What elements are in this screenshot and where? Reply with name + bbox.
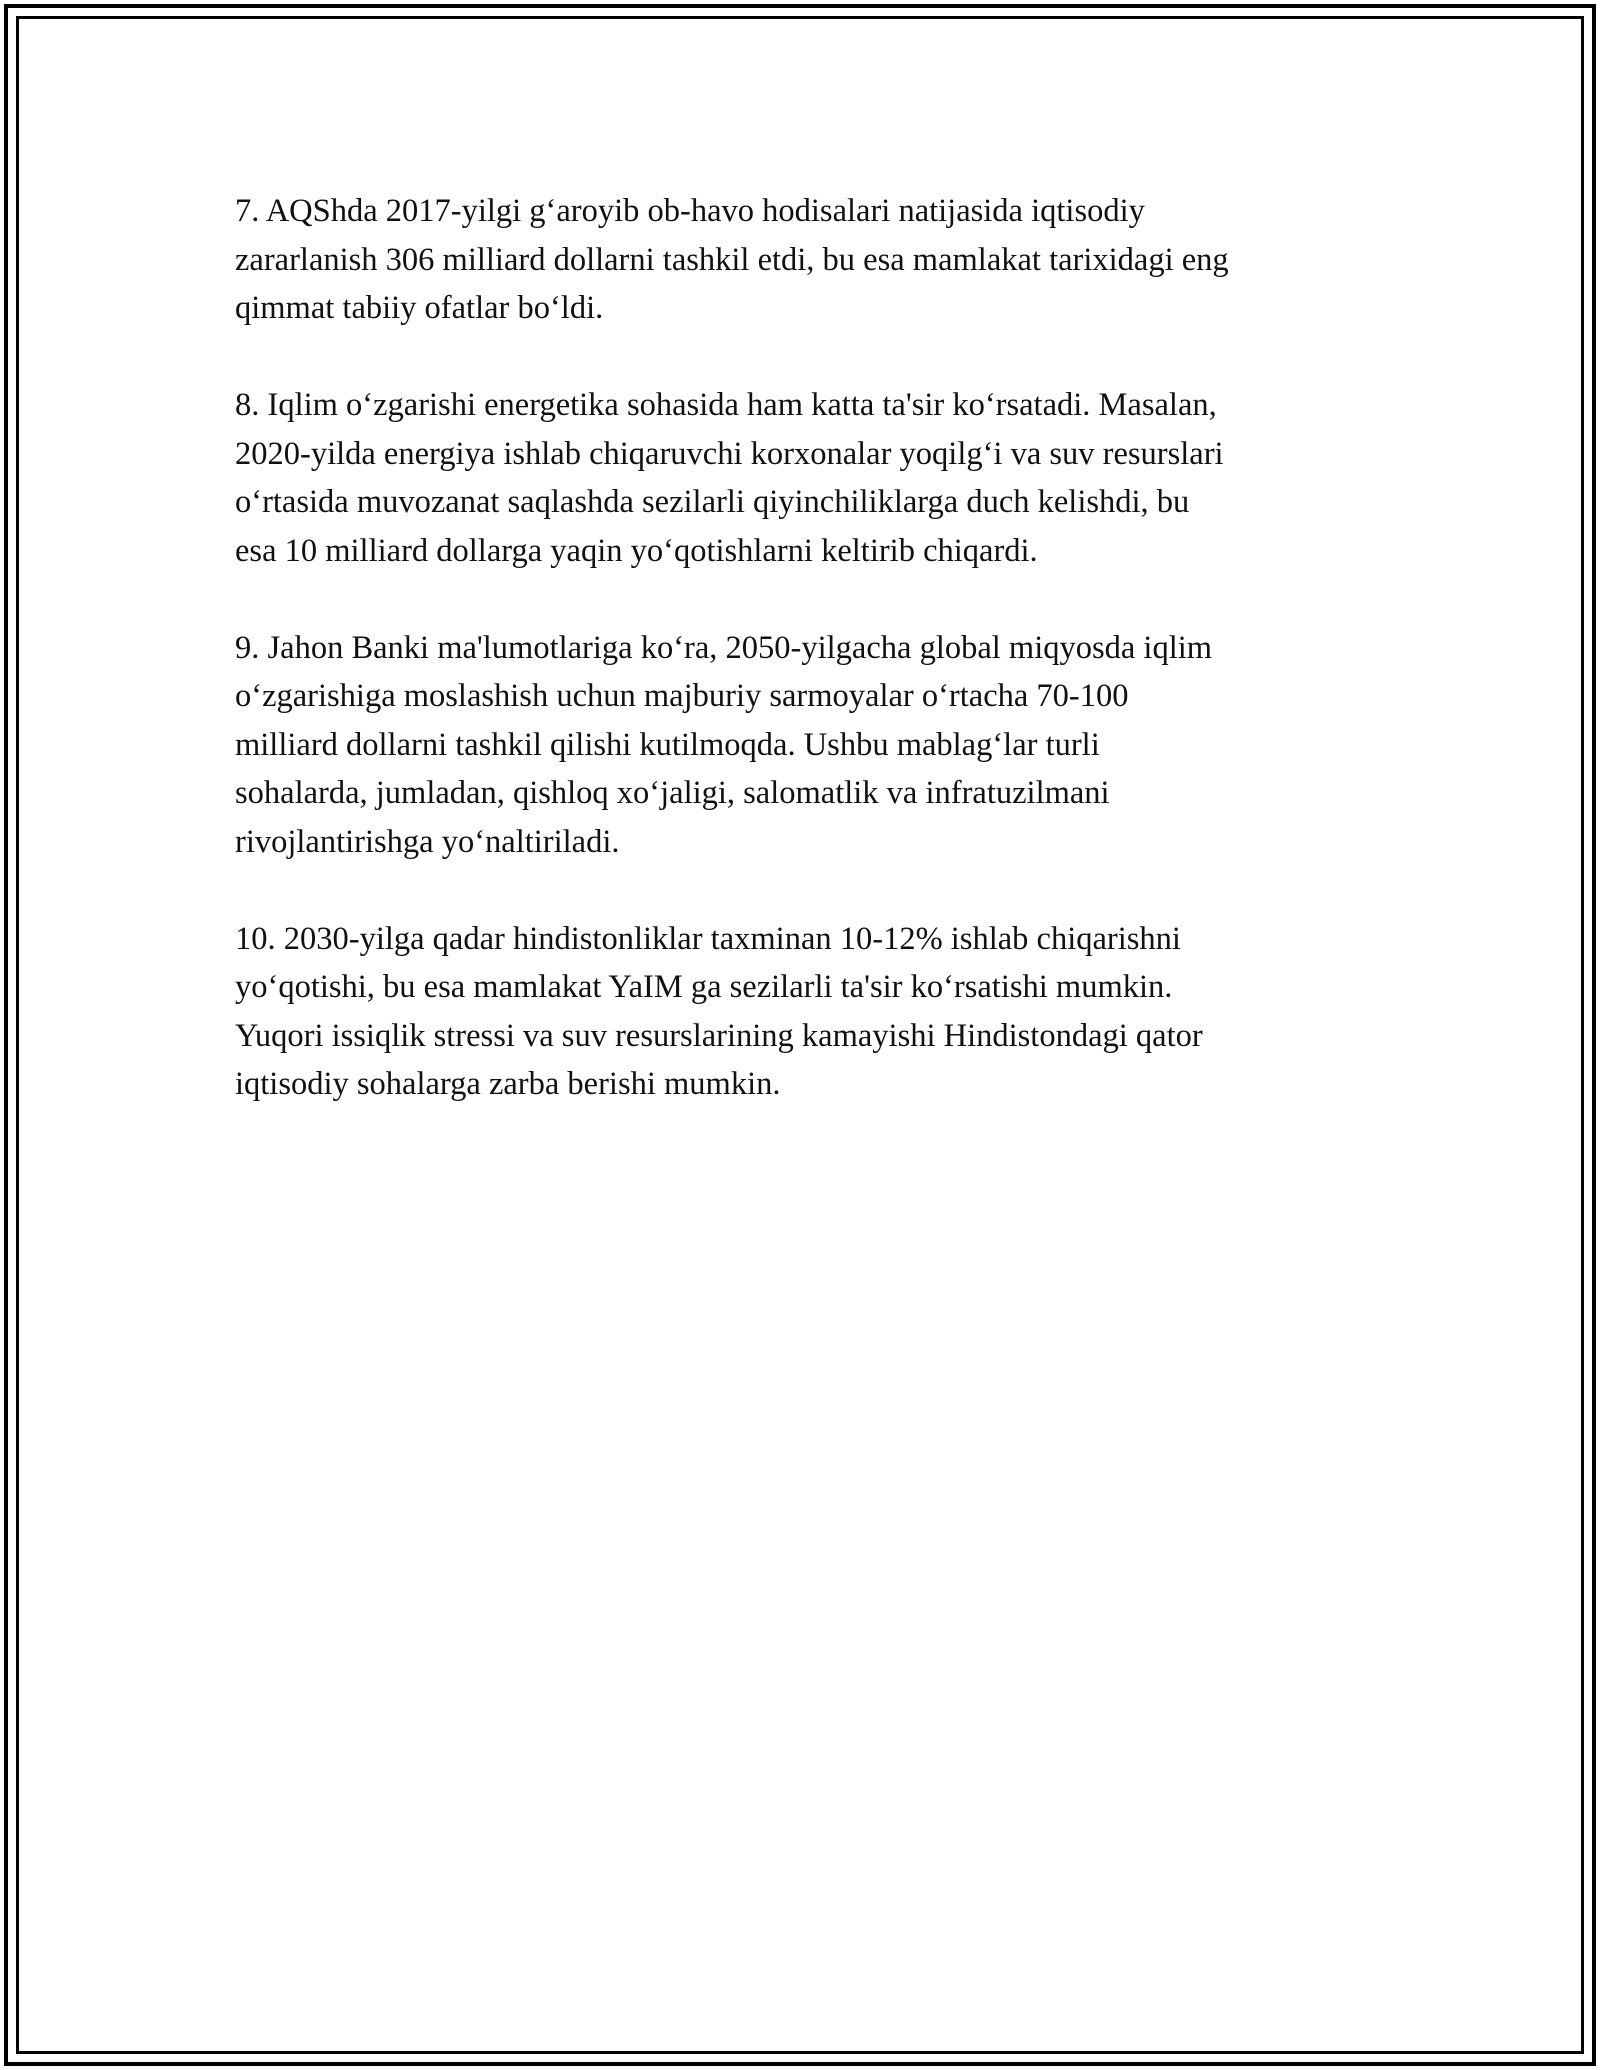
paragraph-8: 8. Iqlim o‘zgarishi energetika sohasida ham katta ta'sir ko‘rsatadi. Masalan, 2020-yilda energiya ishlab chiqaruvchi korxonalar yoqilg‘i va suv resurslari o‘rtasida muvozanat saqlashda sezilarli qiyinchiliklarga duch kelishdi, bu esa 10 milliard dollarga yaqin yo‘qotishlarni keltirib chiqardi. <box>235 387 1224 569</box>
document-body <box>235 187 1365 1157</box>
paragraph-10: 10. 2030-yilga qadar hindistonliklar taxminan 10-12% ishlab chiqarishni yo‘qotishi, bu esa mamlakat YaIM ga sezilarli ta'sir ko‘rsatishi mumkin. Yuqori issiqlik stressi va suv resurslarining kamayishi Hindistondagi qator iqtisodiy sohalarga zarba berishi mumkin. <box>235 920 1203 1102</box>
paragraph-7: 7. AQShda 2017-yilgi g‘aroyib ob-havo hodisalari natijasida iqtisodiy zararlanish 306 milliard dollarni tashkil etdi, bu esa mamlakat tarixidagi eng qimmat tabiiy ofatlar bo‘ldi. <box>235 193 1229 326</box>
paragraph-9: 9. Jahon Banki ma'lumotlariga ko‘ra, 2050-yilgacha global miqyosda iqlim o‘zgarishiga moslashish uchun majburiy sarmoyalar o‘rtacha 70-100 milliard dollarni tashkil qilishi kutilmoqda. Ushbu mablag‘lar turli sohalarda, jumladan, qishloq xo‘jaligi, salomatlik va infratuzilmani rivojlantirishga yo‘naltiriladi. <box>235 629 1213 860</box>
